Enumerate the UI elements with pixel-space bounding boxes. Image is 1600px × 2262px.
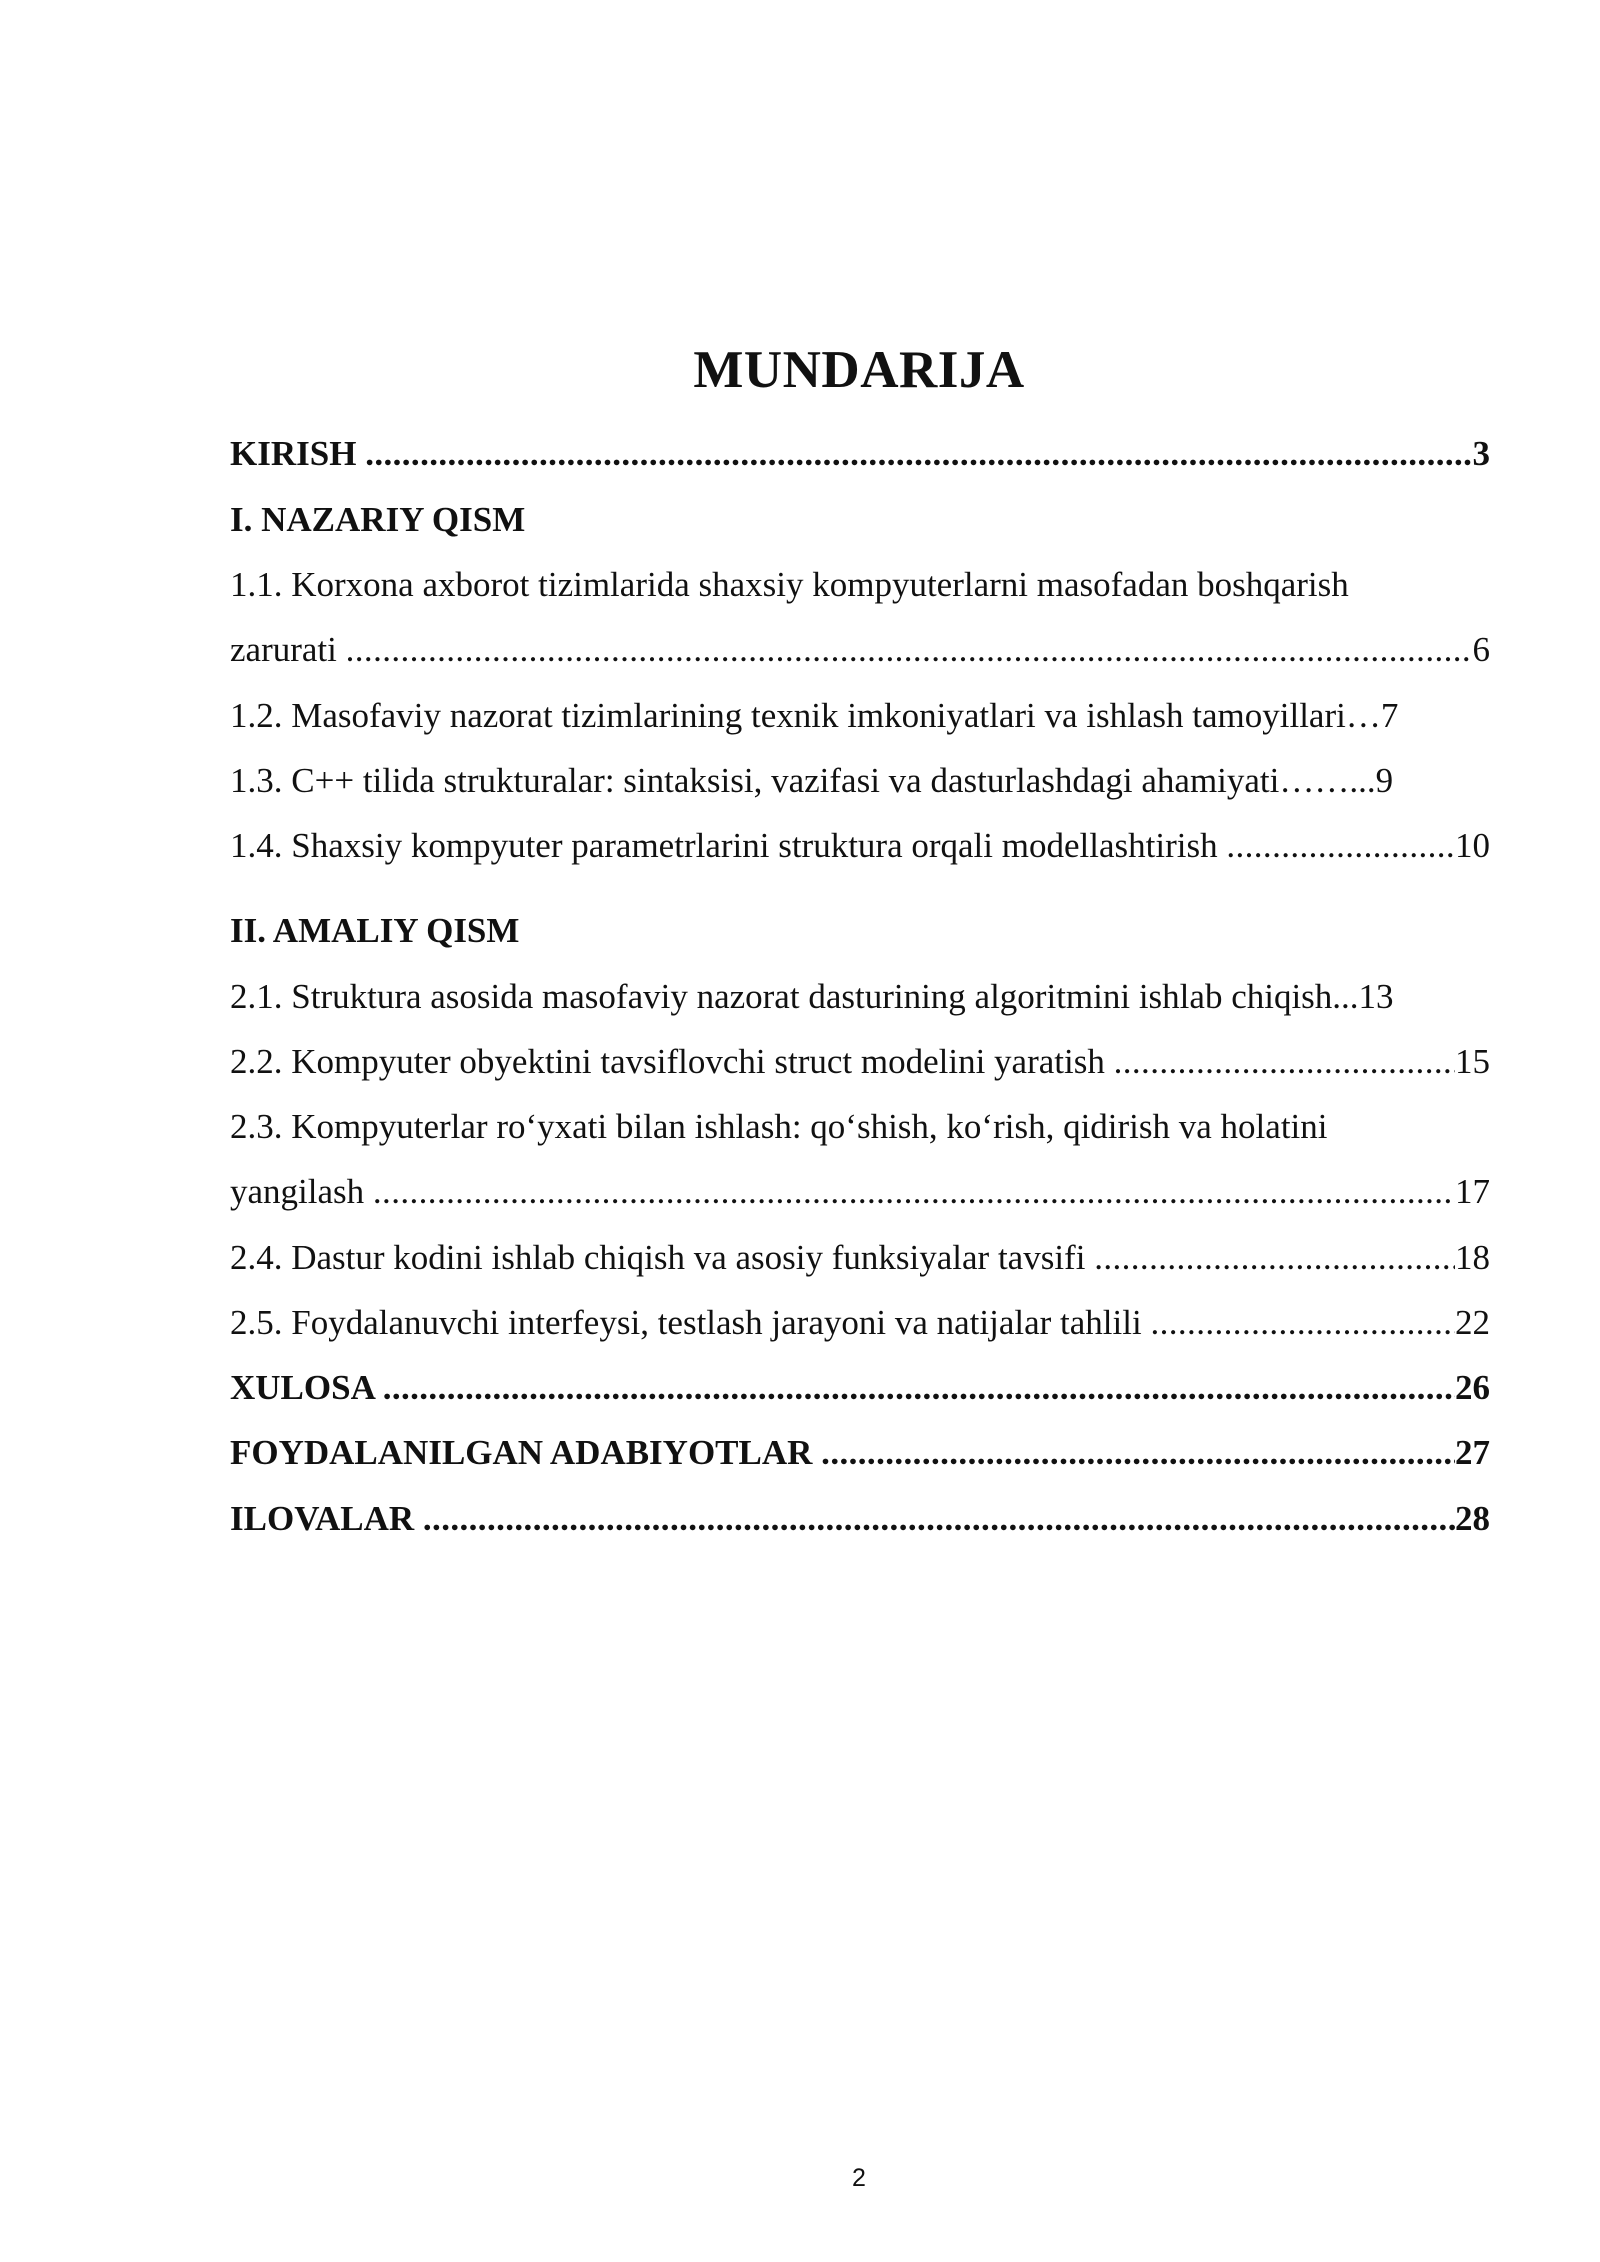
toc-entry-2-5 (230, 1299, 1490, 1347)
dot-leader (821, 1429, 1455, 1477)
toc-entry-label: ILOVALAR (230, 1499, 423, 1538)
dot-leader (365, 430, 1472, 478)
toc-entry-2-1: 2.1. Struktura asosida masofaviy nazorat dasturining algoritmini ishlab chiqish...13 (230, 977, 1394, 1016)
page-number: 2 (852, 2164, 866, 2192)
toc-entry-page: 22 (1455, 1303, 1490, 1342)
toc-entry-2-3-line1: 2.3. Kompyuterlar ro‘yxati bilan ishlash: qo‘shish, ko‘rish, qidirish va holatini (230, 1107, 1328, 1146)
toc-entry-page: 15 (1455, 1042, 1490, 1081)
toc-entry-1-1-line1: 1.1. Korxona axborot tizimlarida shaxsiy kompyuterlarni masofadan boshqarish (230, 565, 1349, 604)
toc-entry-kirish (230, 430, 1490, 478)
toc-entry-page: 3 (1472, 434, 1490, 473)
toc-entry-xulosa (230, 1364, 1490, 1412)
toc-entry-1-3: 1.3. C++ tilida strukturalar: sintaksisi, vazifasi va dasturlashdagi ahamiyati……...9 (230, 761, 1394, 800)
toc-entry-label: KIRISH (230, 434, 366, 473)
toc-entry-page: 17 (1455, 1172, 1490, 1211)
toc-entry-label: zarurati (230, 630, 346, 669)
toc-entry-2-3 (230, 1168, 1490, 1216)
page-title: MUNDARIJA (693, 341, 1025, 399)
toc-entry-label: 2.5. Foydalanuvchi interfeysi, testlash jarayoni va natijalar tahlili (230, 1303, 1151, 1342)
toc-entry-page: 18 (1455, 1238, 1490, 1277)
toc-entry-page: 28 (1455, 1499, 1490, 1538)
toc-entry-page: 26 (1455, 1368, 1490, 1407)
dot-leader (383, 1364, 1455, 1412)
toc-entry-page: 27 (1455, 1433, 1490, 1472)
toc-entry-2-4 (230, 1234, 1490, 1282)
dot-leader (1150, 1299, 1455, 1347)
toc-entry-label: 1.4. Shaxsiy kompyuter parametrlarini struktura orqali modellashtirish (230, 826, 1227, 865)
toc-entry-label: FOYDALANILGAN ADABIYOTLAR (230, 1433, 822, 1472)
toc-entry-1-1 (230, 626, 1490, 674)
toc-entry-2-2 (230, 1038, 1490, 1086)
toc-entry-label: XULOSA (230, 1368, 383, 1407)
toc-entry-1-4 (230, 822, 1490, 870)
toc-entry-label: yangilash (230, 1172, 373, 1211)
toc-entry-page: 10 (1455, 826, 1490, 865)
toc-part2-heading: II. AMALIY QISM (230, 911, 520, 950)
toc-entry-label: 2.2. Kompyuter obyektini tavsiflovchi struct modelini yaratish (230, 1042, 1114, 1081)
toc-part1-heading: I. NAZARIY QISM (230, 500, 526, 539)
dot-leader (423, 1495, 1455, 1543)
dot-leader (346, 626, 1473, 674)
toc-entry-adabiyotlar (230, 1429, 1490, 1477)
toc-entry-1-2: 1.2. Masofaviy nazorat tizimlarining texnik imkoniyatlari va ishlash tamoyillari…7 (230, 696, 1399, 735)
dot-leader (1114, 1038, 1455, 1086)
dot-leader (1094, 1234, 1455, 1282)
toc-entry-label: 2.4. Dastur kodini ishlab chiqish va asosiy funksiyalar tavsifi (230, 1238, 1095, 1277)
toc-entry-page: 6 (1472, 630, 1490, 669)
dot-leader (373, 1168, 1455, 1216)
toc-entry-ilovalar (230, 1495, 1490, 1543)
dot-leader (1226, 822, 1455, 870)
